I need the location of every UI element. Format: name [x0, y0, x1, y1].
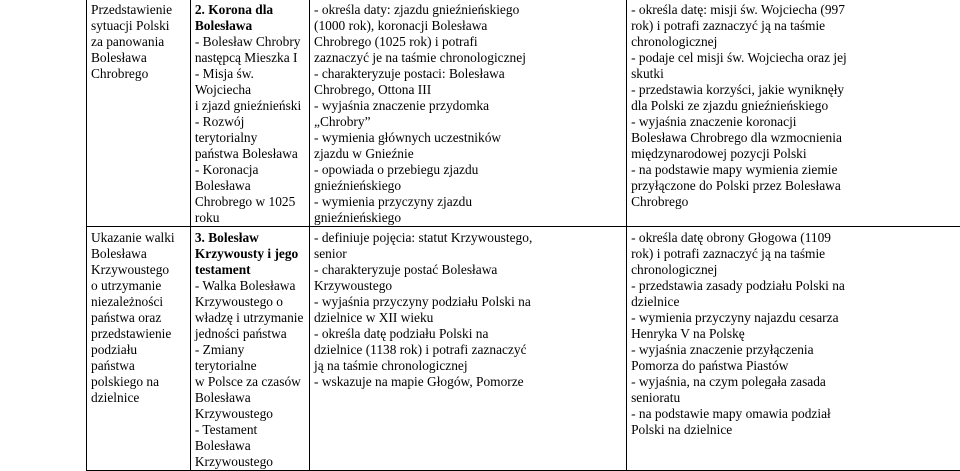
table-row [87, 227, 960, 471]
text-line: „Chrobry” [314, 114, 622, 130]
text-line: Bolesława [91, 50, 186, 66]
text-line: następcą Mieszka I [195, 50, 305, 66]
text-line: skutki [631, 66, 960, 82]
text-line: Chrobrego w 1025 [195, 194, 305, 210]
text-line: rok) i potrafi zaznaczyć ją na taśmie [631, 246, 960, 262]
text-line: - charakteryzuje postać Bolesława [314, 262, 622, 278]
text-line: - Bolesław Chrobry [195, 34, 305, 50]
text-line: 3. Bolesław [195, 230, 305, 246]
text-line: - wyjaśnia znaczenie przyłączenia [631, 342, 960, 358]
topic-cell [87, 0, 191, 227]
text-line: Bolesława [195, 18, 305, 34]
text-line: - wyjaśnia znaczenie przydomka [314, 98, 622, 114]
text-line: rok) i potrafi zaznaczyć ją na taśmie [631, 18, 960, 34]
lesson-title [195, 2, 305, 34]
text-line: - wymienia przyczyny zjazdu [314, 194, 622, 210]
text-line: Krzywoustego o [195, 294, 305, 310]
text-line: - przedstawia zasady podziału Polski na [631, 278, 960, 294]
text-line: - określa datę: misji św. Wojciecha (997 [631, 2, 960, 18]
text-line: Bolesława Chrobrego dla wzmocnienia [631, 130, 960, 146]
text-line: zaznaczyć je na taśmie chronologicznej [314, 50, 622, 66]
text-line: - Koronacja Bolesława [195, 162, 305, 194]
text-line: międzynarodowej pozycji Polski [631, 146, 960, 162]
text-line: - wyjaśnia, na czym polegała zasada [631, 374, 960, 390]
text-line: dla Polski ze zjazdu gnieźnieńskiego [631, 98, 960, 114]
text-line: władzę i utrzymanie [195, 310, 305, 326]
text-line: Pomorza do państwa Piastów [631, 358, 960, 374]
text-line: polskiego na [91, 374, 186, 390]
basic-requirements-cell [310, 0, 627, 227]
text-line: - opowiada o przebiegu zjazdu [314, 162, 622, 178]
text-line: - wyjaśnia przyczyny podziału Polski na [314, 294, 622, 310]
lesson-items [195, 278, 305, 470]
lesson-title [195, 230, 305, 278]
text-line: w Polsce za czasów [195, 374, 305, 390]
text-line: gnieźnieńskiego [314, 178, 622, 194]
extended-requirements-cell [627, 0, 960, 227]
text-line: - wyjaśnia znaczenie koronacji [631, 114, 960, 130]
text-line: dzielnice [631, 294, 960, 310]
text-line: senior [314, 246, 622, 262]
text-line: dzielnice [91, 390, 186, 406]
text-line: Bolesława [91, 246, 186, 262]
text-line: - definiuje pojęcia: statut Krzywoustego, [314, 230, 622, 246]
text-line: dzielnice w XII wieku [314, 310, 622, 326]
text-line: - charakteryzuje postaci: Bolesława [314, 66, 622, 82]
lesson-cell [190, 227, 309, 471]
text-line: podziału [91, 342, 186, 358]
extended-requirements-cell [627, 227, 960, 471]
topic-cell [87, 227, 191, 471]
text-line: zjazdu w Gnieźnie [314, 146, 622, 162]
text-line: przedstawienie [91, 326, 186, 342]
text-line: gnieźnieńskiego [314, 210, 622, 226]
text-line: Polski na dzielnice [631, 422, 960, 438]
text-line: chronologicznej [631, 262, 960, 278]
text-line: - wymienia przyczyny najazdu cesarza [631, 310, 960, 326]
text-line: Krzywoustego [195, 406, 305, 422]
text-line: państwa Bolesława [195, 146, 305, 162]
text-line: Bolesława [195, 390, 305, 406]
basic-requirements-cell [310, 227, 627, 471]
text-line: roku [195, 210, 305, 226]
text-line: za panowania [91, 34, 186, 50]
text-line: i zjazd gnieźnieński [195, 98, 305, 114]
text-line: Krzywoustego [314, 278, 622, 294]
text-line: 2. Korona dla [195, 2, 305, 18]
text-line: - Zmiany terytorialne [195, 342, 305, 374]
text-line: Henryka V na Polskę [631, 326, 960, 342]
text-line: - określa daty: zjazdu gnieźnieńskiego [314, 2, 622, 18]
text-line: niezależności [91, 294, 186, 310]
text-line: chronologicznej [631, 34, 960, 50]
text-line: - Testament Bolesława [195, 422, 305, 454]
text-line: - Rozwój terytorialny [195, 114, 305, 146]
text-line: sytuacji Polski [91, 18, 186, 34]
table-row [87, 0, 960, 227]
text-line: - na podstawie mapy wymienia ziemie [631, 162, 960, 178]
text-line: ją na taśmie chronologicznej [314, 358, 622, 374]
text-line: - wskazuje na mapie Głogów, Pomorze [314, 374, 622, 390]
text-line: Krzywousty i jego [195, 246, 305, 262]
text-line: - określa datę podziału Polski na [314, 326, 622, 342]
text-line: Przedstawienie [91, 2, 186, 18]
text-line: państwa [91, 358, 186, 374]
text-line: testament [195, 262, 305, 278]
text-line: - określa datę obrony Głogowa (1109 [631, 230, 960, 246]
curriculum-table [86, 0, 960, 471]
text-line: Chrobrego (1025 rok) i potrafi [314, 34, 622, 50]
text-line: jedności państwa [195, 326, 305, 342]
text-line: państwa oraz [91, 310, 186, 326]
text-line: o utrzymanie [91, 278, 186, 294]
text-line: przyłączone do Polski przez Bolesława [631, 178, 960, 194]
text-line: - przedstawia korzyści, jakie wyniknęły [631, 82, 960, 98]
text-line: Ukazanie walki [91, 230, 186, 246]
text-line: - podaje cel misji św. Wojciecha oraz jej [631, 50, 960, 66]
text-line: Chrobrego [631, 194, 960, 210]
text-line: Krzywoustego [91, 262, 186, 278]
lesson-items [195, 34, 305, 226]
text-line: - Misja św. Wojciecha [195, 66, 305, 98]
text-line: - Walka Bolesława [195, 278, 305, 294]
text-line: - na podstawie mapy omawia podział [631, 406, 960, 422]
lesson-cell [190, 0, 309, 227]
text-line: (1000 rok), koronacji Bolesława [314, 18, 622, 34]
text-line: - wymienia głównych uczestników [314, 130, 622, 146]
text-line: dzielnice (1138 rok) i potrafi zaznaczyć [314, 342, 622, 358]
text-line: Krzywoustego [195, 454, 305, 470]
text-line: Chrobrego, Ottona III [314, 82, 622, 98]
text-line: Chrobrego [91, 66, 186, 82]
text-line: senioratu [631, 390, 960, 406]
